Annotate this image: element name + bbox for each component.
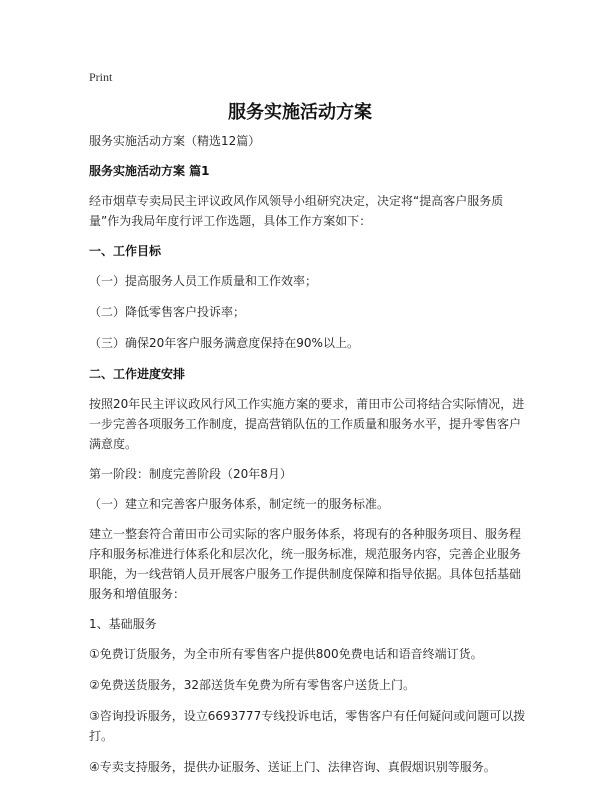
document-body: [89, 131, 529, 788]
intro-paragraph: 经市烟草专卖局民主评议政风作风领导小组研究决定，决定将“提高客户服务质量”作为我局年度行评工作选题，具体工作方案如下：: [89, 194, 504, 228]
service-item: ④专卖支持服务，提供办证服务、送证上门、法律咨询、真假烟识别等服务。: [89, 760, 496, 774]
service-item: ③咨询投诉服务，设立6693777专线投诉电话，零售客户有任何疑问或问题可以拨打。: [89, 709, 526, 743]
stage-one-item: （一）建立和完善客户服务体系，制定统一的服务标准。: [89, 497, 390, 511]
progress-heading: 二、工作进度安排: [89, 367, 186, 381]
stage-one: 第一阶段：制度完善阶段（20年8月）: [89, 467, 292, 481]
system-description: 建立一整套符合莆田市公司实际的客户服务体系，将现有的各种服务项目、服务程序和服务标准进行体系化和层次化，统一服务标准，规范服务内容，完善企业服务职能，为一线营销人员开展客户服务工作提供制度保障和指导依据。具体包括基础服务和增值服务：: [89, 527, 522, 601]
goal-item: （三）确保20年客户服务满意度保持在90%以上。: [89, 336, 359, 350]
goal-item: （一）提高服务人员工作质量和工作效率；: [89, 274, 318, 288]
service-item: ①免费订货服务，为全市所有零售客户提供800免费电话和语音终端订货。: [89, 647, 483, 661]
service-item: ②免费送货服务，32部送货车免费为所有零售客户送货上门。: [89, 678, 416, 692]
page-title: 服务实施活动方案: [228, 102, 372, 123]
subtitle: 服务实施活动方案（精选12篇）: [89, 134, 261, 148]
section-title: 服务实施活动方案 篇1: [89, 164, 210, 178]
goal-item: （二）降低零售客户投诉率；: [89, 305, 246, 319]
basic-services-heading: 1、基础服务: [89, 617, 157, 631]
goals-heading: 一、工作目标: [89, 244, 162, 258]
progress-intro: 按照20年民主评议政风行风工作实施方案的要求，莆田市公司将结合实际情况，进一步完善各项服务工作制度，提高营销队伍的工作质量和服务水平，提升零售客户满意度。: [89, 397, 525, 451]
print-link[interactable]: Print: [89, 70, 113, 84]
